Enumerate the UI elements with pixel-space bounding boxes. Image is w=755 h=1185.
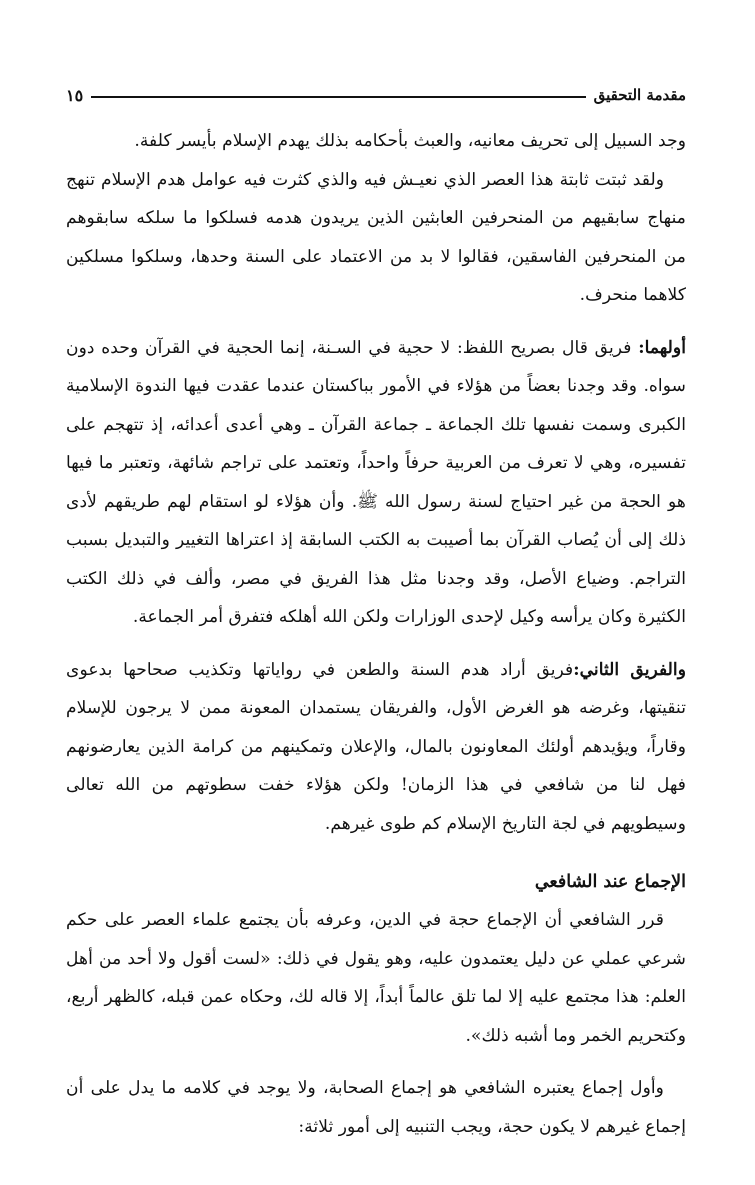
paragraph-3 [66, 329, 686, 637]
paragraph-4 [66, 651, 686, 844]
paragraph-4-body: فريق أراد هدم السنة والطعن في رواياتها وتكذيب صحاحها بدعوى تنقيتها، وغرضه هو الغرض الأول، والفريقان يستمدان المعونة ممن لا يرجون للإسلام وقاراً، ويؤيدهم أولئك المعاونون بالمال، والإعلان وتمكينهم من كرامة الذين يعارضونهم فهل لنا من شافعي في هذا الزمان! ولكن هؤلاء خفت سطوتهم من الله تعالى وسيطويهم في لجة التاريخ الإسلام كم طوى غيرهم. [66, 659, 686, 834]
paragraph-6: وأول إجماع يعتبره الشافعي هو إجماع الصحابة، ولا يوجد في كلامه ما يدل على أن إجماع غيرهم لا يكون حجة، ويجب التنبيه إلى أمور ثلاثة: [66, 1078, 686, 1137]
header-rule [91, 96, 585, 98]
header-title: مقدمة التحقيق [593, 86, 686, 104]
paragraph-5: قرر الشافعي أن الإجماع حجة في الدين، وعرفه بأن يجتمع علماء العصر على حكم شرعي عملي عن دليل يعتمدون عليه، وهو يقول في ذلك: «لست أقول ولا أحد من أهل العلم: هذا مجتمع عليه إلا لما تلق عالماً أبداً، إلا قاله لك، وحكاه عمن قبله، كالظهر أربع، وكتحريم الخمر وما أشبه ذلك». [66, 910, 686, 1046]
paragraph-3-lead: أولهما: [638, 337, 686, 358]
running-header [66, 82, 686, 108]
paragraph-2: ولقد ثبتت ثابتة هذا العصر الذي نعيـش فيه والذي كثرت فيه عوامل هدم الإسلام تنهج منهاج سابقيهم من المنحرفين العابثين الذين يريدون هدمه فسلكوا ما سلكه سابقوهم من المنحرفين الفاسقين، فقالوا لا بد من الاعتماد على السنة وحدها، وسلكوا مسلكين كلاهما منحرف. [66, 169, 686, 305]
document-page [66, 82, 686, 1146]
section-heading: الإجماع عند الشافعي [534, 872, 686, 892]
paragraph-1: وجد السبيل إلى تحريف معانيه، والعبث بأحكامه بذلك يهدم الإسلام بأيسر كلفة. [134, 131, 686, 151]
page-number: ١٥ [66, 85, 84, 105]
paragraph-4-lead: والفريق الثاني: [573, 659, 686, 680]
paragraph-3-body: فريق قال بصريح اللفظ: لا حجية في السـنة، إنما الحجية في القرآن وحده دون سواه. وقد وجدنا بعضاً من هؤلاء في الأمور بباكستان عندما عقدت فيها الندوة الإسلامية الكبرى وسمت نفسها تلك الجماعة ـ جماعة القرآن ـ وهي أعدى أعدائه، إذ تتهجم على تفسيره، وهي لا تعرف من العربية حرفاً واحداً، وتعتمد على تراجم شائهة، وتعتبر ما فيها هو الحجة من غير احتياج لسنة رسول الله ﷺ. وأن هؤلاء لو استقام لهم طريقهم لأدى ذلك إلى أن يُصاب القرآن بما أصيبت به الكتب السابقة إذ اعتراها التغيير والتبديل بسبب التراجم. وضياع الأصل، وقد وجدنا مثل هذا الفريق في مصر، وألف في ذلك الكتب الكثيرة وكان يرأسه وكيل لإحدى الوزارات ولكن الله أهلكه فتفرق أمر الجماعة. [66, 337, 686, 627]
